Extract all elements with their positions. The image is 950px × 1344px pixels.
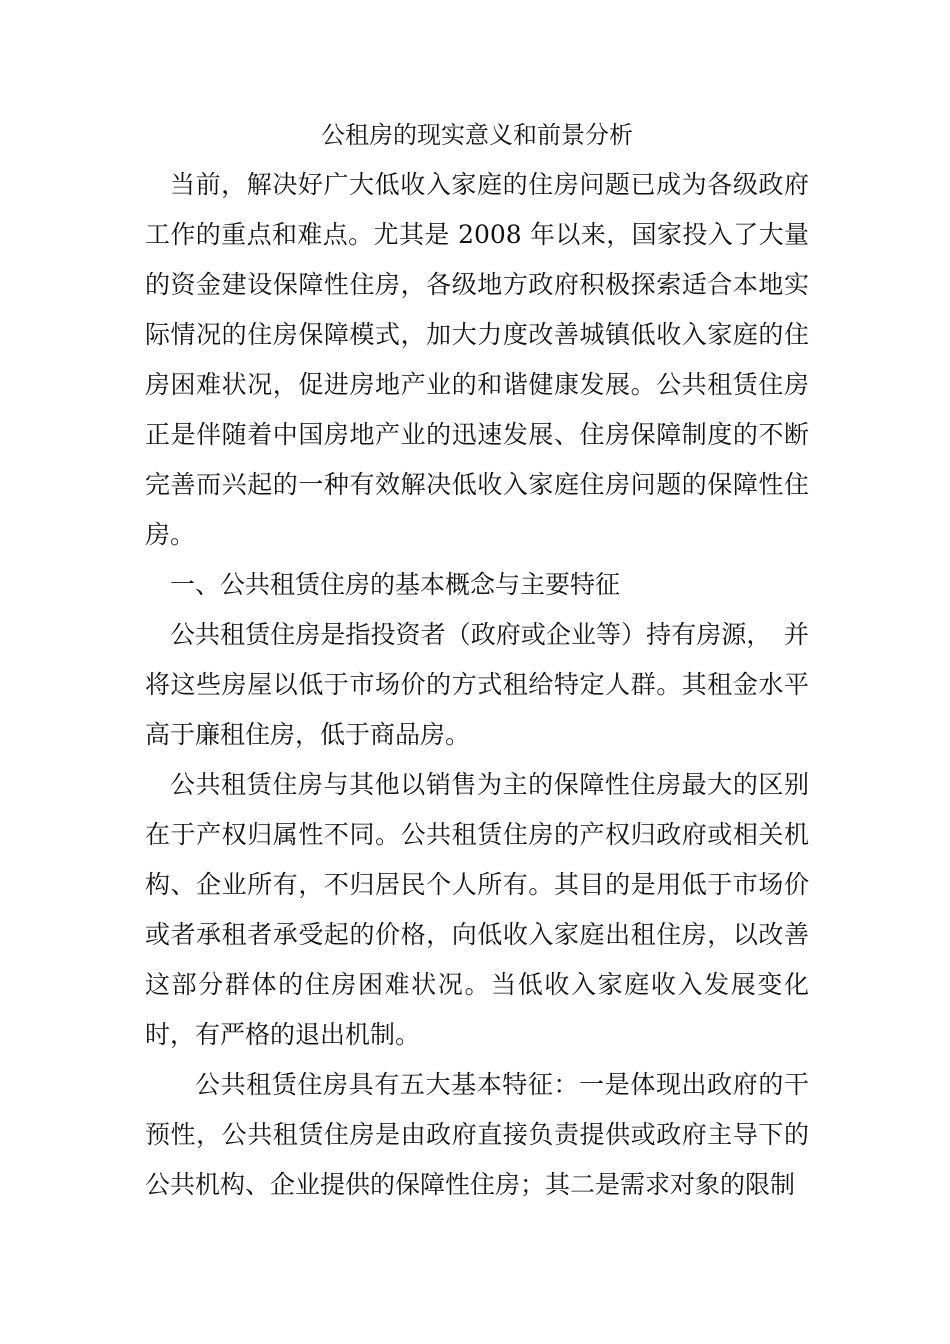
paragraph-definition: 公共租赁住房是指投资者（政府或企业等）持有房源， 并将这些房屋以低于市场价的方式租给特定人群。其租金水平高于廉租住房，低于商品房。 bbox=[145, 620, 809, 749]
paragraph-difference: 公共租赁住房与其他以销售为主的保障性住房最大的区别在于产权归属性不同。公共租赁住房的产权归政府或相关机构、企业所有，不归居民个人所有。其目的是用低于市场价或者承租者承受起的价格，向低收入家庭出租住房，以改善这部分群体的住房困难状况。当低收入家庭收入发展变化时，有严格的退出机制。 bbox=[145, 770, 809, 1049]
section-heading: 一、公共租赁住房的基本概念与主要特征 bbox=[170, 570, 621, 599]
document-body bbox=[145, 110, 809, 1210]
paragraph-features: 公共租赁住房具有五大基本特征：一是体现出政府的干预性，公共租赁住房是由政府直接负责提供或政府主导下的公共机构、企业提供的保障性住房；其二是需求对象的限制 bbox=[145, 1070, 809, 1199]
paragraph-intro: 当前，解决好广大低收入家庭的住房问题已成为各级政府工作的重点和难点。尤其是 2008 年以来，国家投入了大量的资金建设保障性住房，各级地方政府积极探索适合本地实际情况的住房保障模式，加大力度改善城镇低收入家庭的住房困难状况，促进房地产业的和谐健康发展。公共租赁住房正是伴随着中国房地产业的迅速发展、住房保障制度的不断完善而兴起的一种有效解决低收入家庭住房问题的保障性住房。 bbox=[145, 170, 809, 549]
document-title: 公租房的现实意义和前景分析 bbox=[321, 121, 633, 149]
